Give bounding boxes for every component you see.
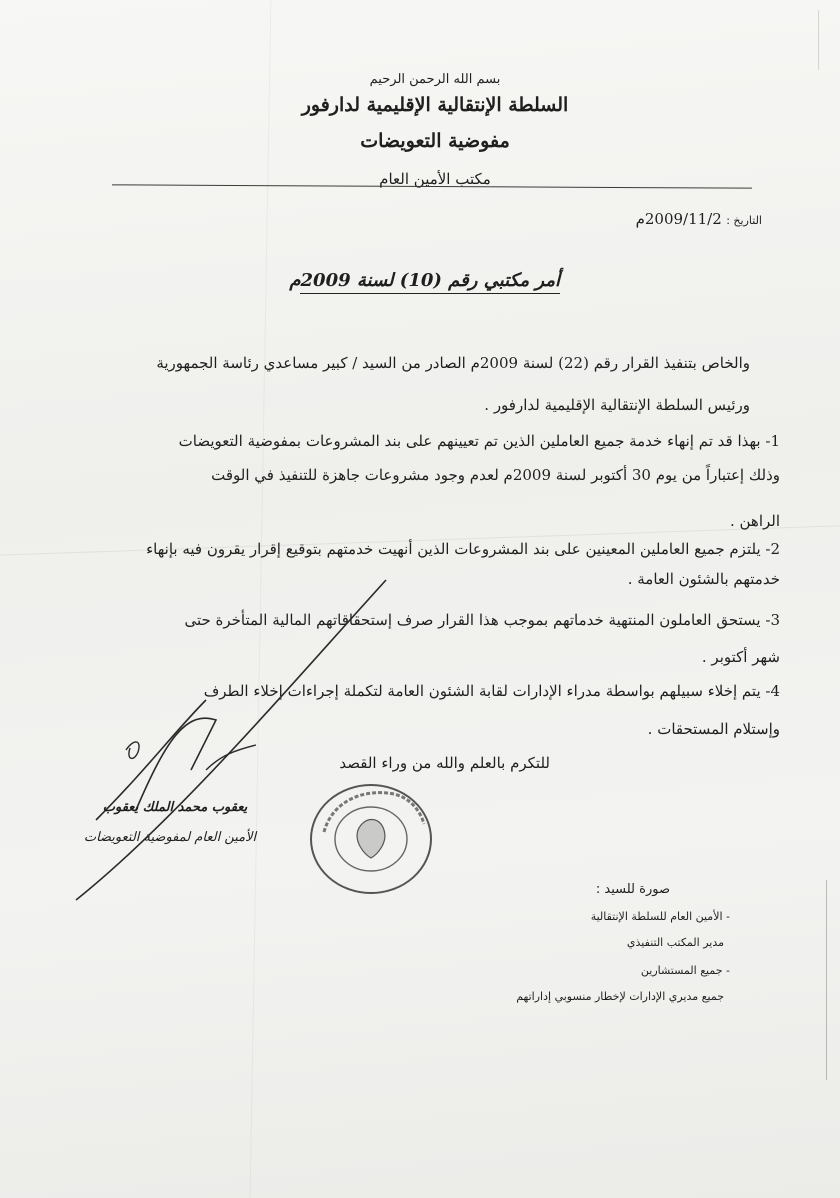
signature-stroke xyxy=(126,742,139,758)
official-stamp xyxy=(306,780,436,898)
preamble-line: ورئيس السلطة الإنتقالية الإقليمية لدارفور . xyxy=(484,396,750,414)
item-4-line: وإستلام المستحقات . xyxy=(647,720,780,738)
signer-title: الأمين العام لمفوضية التعويضات xyxy=(83,830,257,845)
item-3-line: 3- يستحق العاملون المنتهية خدماتهم بموجب هذا القرار صرف إستحقاقاتهم المالية المتأخرة حتى xyxy=(184,611,780,629)
item-1-line: وذلك إعتباراً من يوم 30 أكتوبر لسنة 2009م لعدم وجود مشروعات جاهزة للتنفيذ في الوقت xyxy=(211,466,780,484)
signer-name: يعقوب محمد الملك يعقوب xyxy=(102,800,248,815)
stamp-emblem xyxy=(357,820,385,859)
item-2-line: خدمتهم بالشئون العامة . xyxy=(627,570,780,588)
item-2-line: 2- يلتزم جميع العاملين المعينين على بند المشروعات الذين أنهيت خدمتهم بتوقيع إقرار يقرون فيه بإنهاء xyxy=(146,540,780,558)
item-1-line: 1- بهذا قد تم إنهاء خدمة جميع العاملين الذين تم تعيينهم على بند المشروعات بمفوضية التعويضات xyxy=(178,432,780,450)
cc-item: - الأمين العام للسلطة الإنتقالية xyxy=(590,910,730,923)
item-1-line: الراهن . xyxy=(729,512,780,530)
cc-item: - جميع المستشارين xyxy=(640,964,730,977)
item-4-line: 4- يتم إخلاء سبيلهم بواسطة مدراء الإدارات لقابة الشئون العامة لتكملة إجراءات إخلاء الطرف xyxy=(203,682,780,700)
cc-item: جميع مديري الإدارات لإخطار منسوبي إداراتهم xyxy=(516,990,724,1003)
date-row xyxy=(600,210,762,228)
office-name: مكتب الأمين العام xyxy=(379,170,491,188)
cc-item: مدير المكتب التنفيذي xyxy=(626,936,724,949)
order-title: أمر مكتبي رقم (10) لسنة 2009م xyxy=(300,270,560,294)
cc-title: صورة للسيد : xyxy=(595,882,670,897)
signature-stroke xyxy=(206,745,256,770)
item-3-line: شهر أكتوبر . xyxy=(701,648,780,666)
scan-edge-mark xyxy=(818,10,819,70)
basmala: بسم الله الرحمن الرحيم xyxy=(369,72,501,87)
authority-name: السلطة الإنتقالية الإقليمية لدارفور xyxy=(301,94,569,116)
date-value: 2009/11/2م xyxy=(635,210,722,228)
date-label: التاريخ : xyxy=(726,214,762,227)
scan-edge-mark xyxy=(826,880,827,1080)
preamble-line: والخاص بتنفيذ القرار رقم (22) لسنة 2009م الصادر من السيد / كبير مساعدي رئاسة الجمهورية xyxy=(156,354,750,372)
commission-name: مفوضية التعويضات xyxy=(360,130,510,152)
closing-line: للتكرم بالعلم والله من وراء القصد xyxy=(339,754,550,772)
